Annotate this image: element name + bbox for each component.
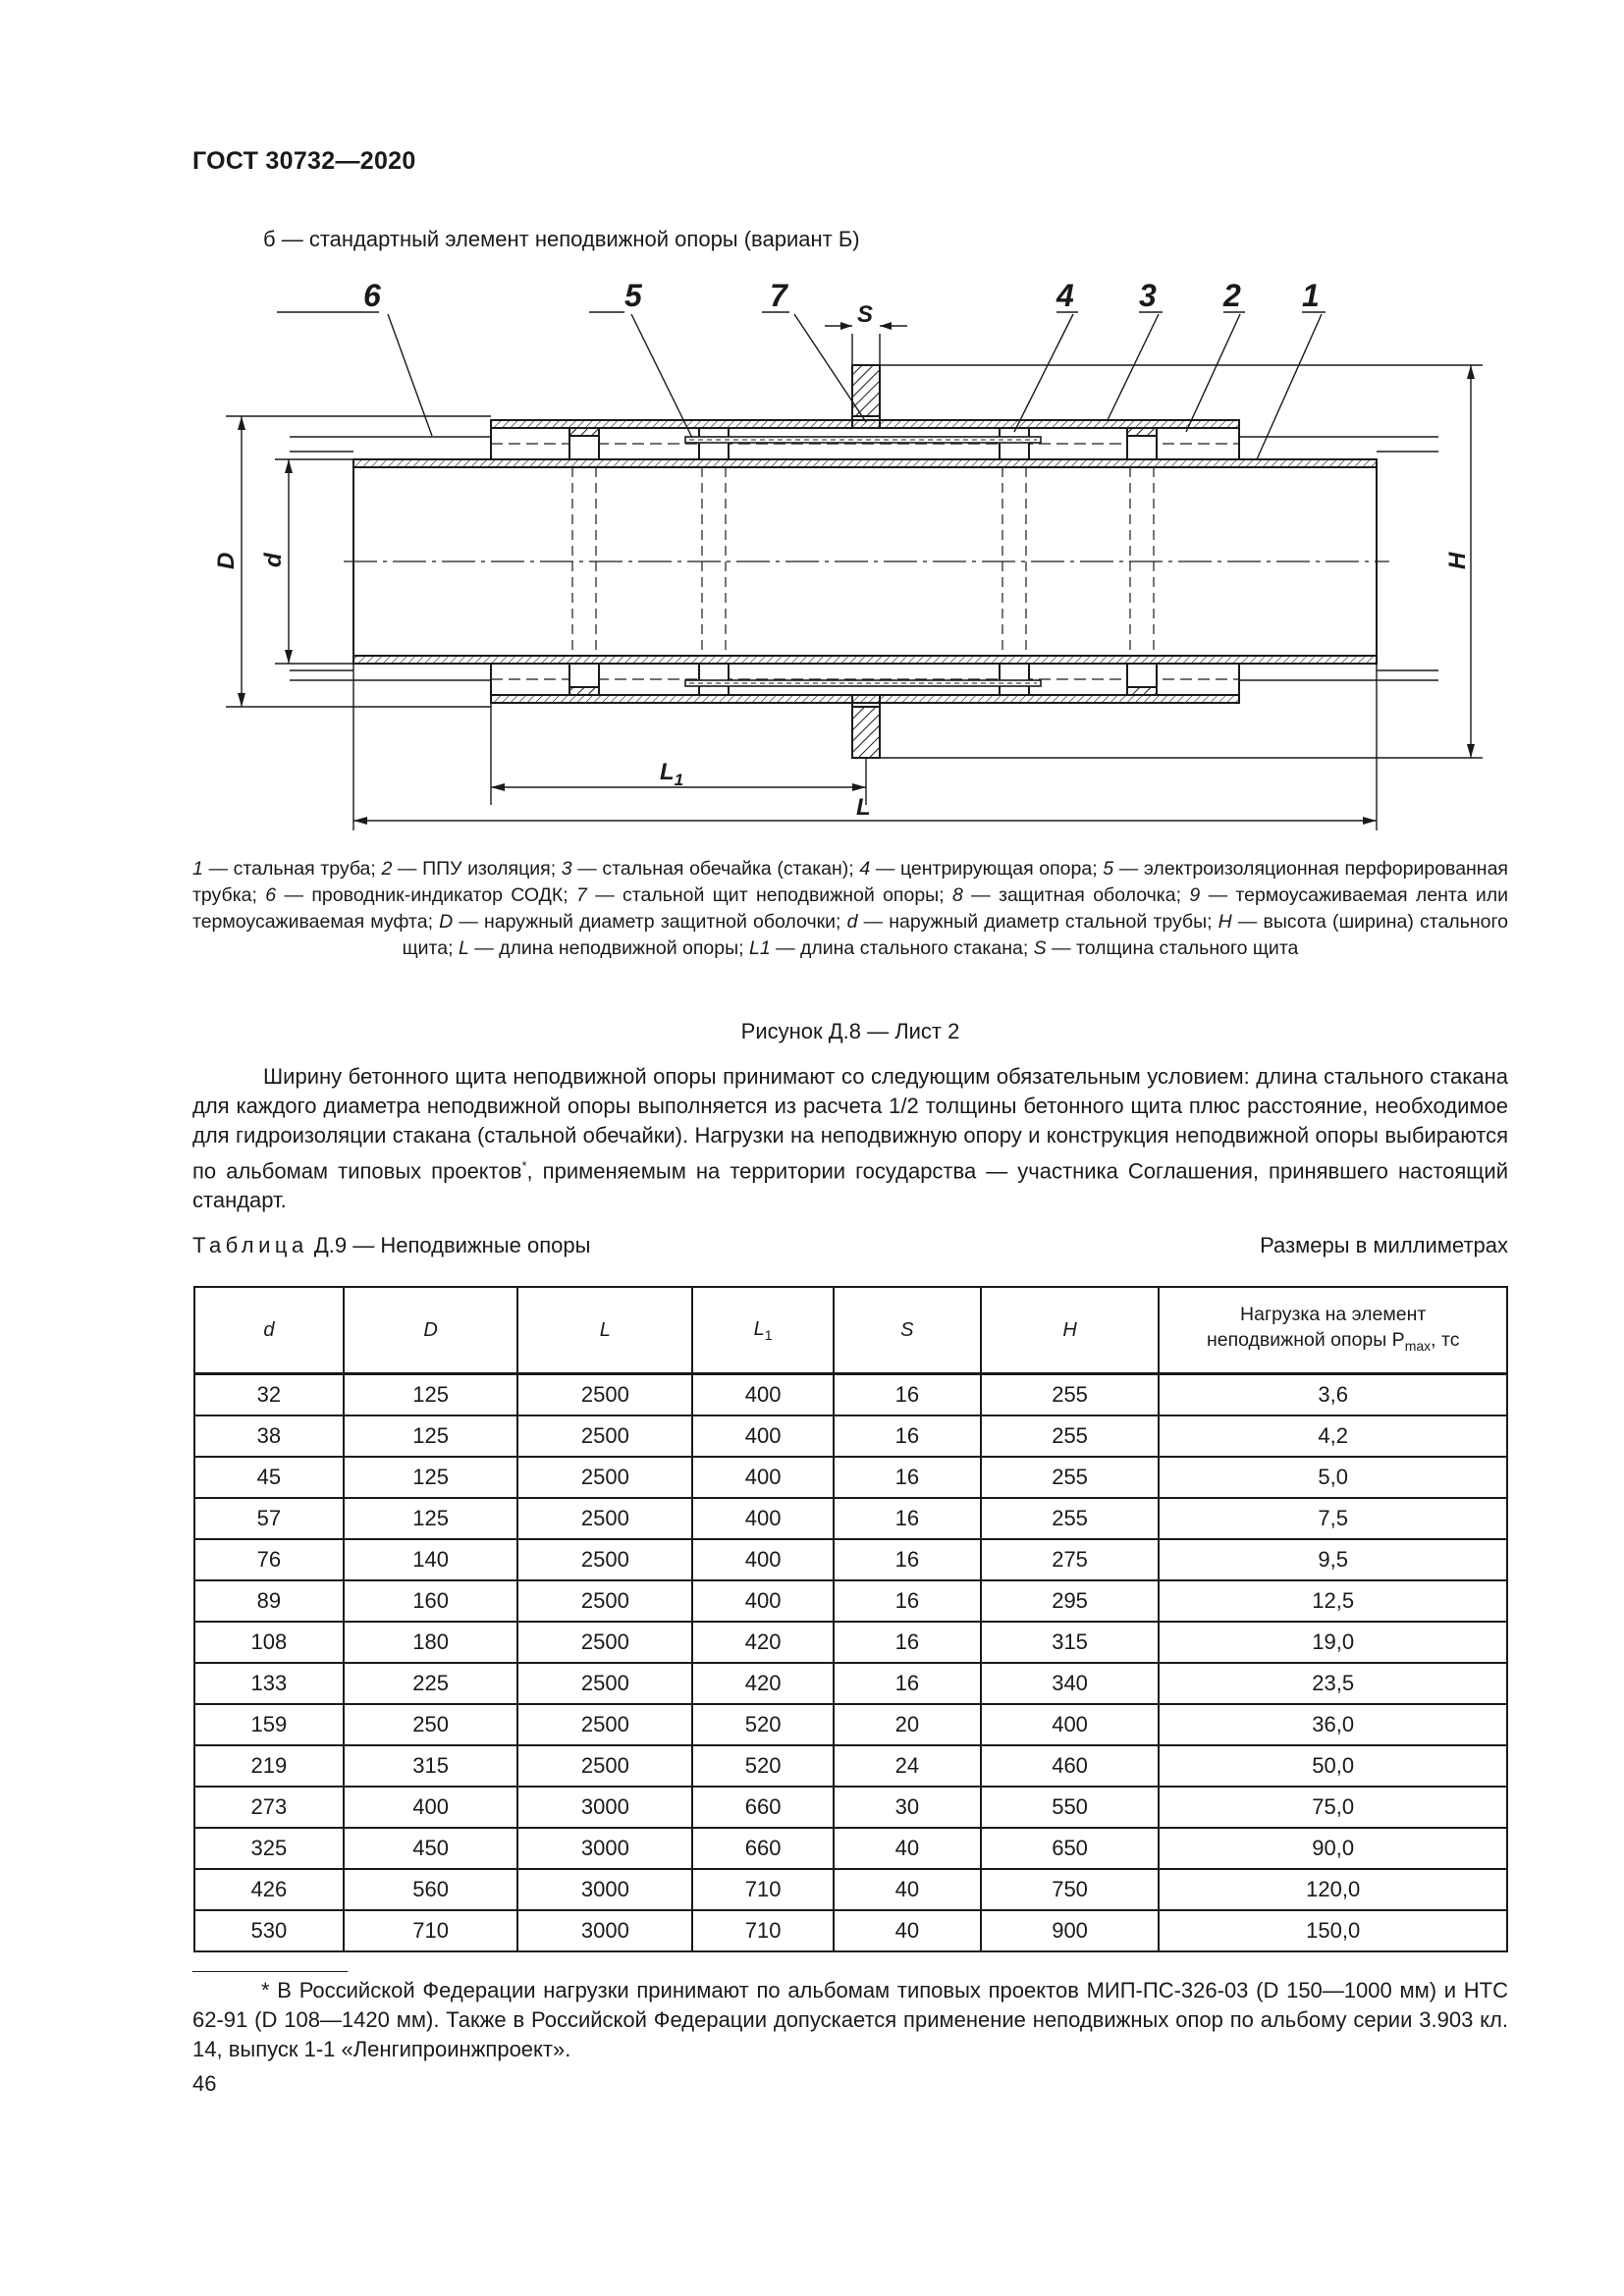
table-cell: 900 bbox=[981, 1910, 1160, 1951]
table-cell: 89 bbox=[194, 1580, 344, 1622]
body-paragraph: Ширину бетонного щита неподвижной опоры принимают со следующим обязательным условием: длина стального стакана для каждого диаметра неподвижной опоры выполняется из расчета 1/2 толщины бетонного щита плюс расстояние, необходимое для гидроизоляции стакана (стальной обечайки). Нагрузки на неподвижную опору и конструкция неподвижной опоры выбираются по альбомам типовых проектов*, применяемым на территории государства — участника Соглашения, принявшего настоящий стандарт. bbox=[192, 1064, 1508, 1213]
legend-item: d — наружный диаметр стальной трубы; bbox=[846, 911, 1218, 933]
legend-item: 9 — термоусаживаемая лента или термоусаживаемая муфта; bbox=[192, 884, 1508, 933]
legend-item: D — наружный диаметр защитной оболочки; bbox=[439, 911, 847, 933]
callout-2: 2 bbox=[1223, 278, 1241, 313]
legend-item: S — толщина стального щита bbox=[1033, 937, 1299, 959]
table-cell: 450 bbox=[344, 1828, 518, 1869]
table-row bbox=[194, 1663, 1507, 1704]
table-cell: 16 bbox=[834, 1457, 981, 1498]
figure-legend bbox=[192, 856, 1508, 962]
table-cell: 30 bbox=[834, 1787, 981, 1828]
header-D: D bbox=[344, 1287, 518, 1374]
table-cell: 400 bbox=[981, 1704, 1160, 1745]
footnote-separator bbox=[192, 1971, 348, 1972]
table-cell: 710 bbox=[692, 1869, 834, 1910]
table-cell: 160 bbox=[344, 1580, 518, 1622]
dim-label-d: d bbox=[260, 553, 287, 567]
footnote-reference[interactable]: * bbox=[521, 1157, 527, 1173]
table-cell: 2500 bbox=[517, 1498, 692, 1539]
table-cell: 219 bbox=[194, 1745, 344, 1787]
legend-item: L — длина неподвижной опоры; bbox=[458, 937, 749, 959]
table-row bbox=[194, 1622, 1507, 1663]
table-cell: 3000 bbox=[517, 1869, 692, 1910]
table-cell: 16 bbox=[834, 1415, 981, 1457]
table-cell: 460 bbox=[981, 1745, 1160, 1787]
table-row bbox=[194, 1745, 1507, 1787]
callout-1: 1 bbox=[1302, 278, 1320, 313]
table-cell: 3000 bbox=[517, 1828, 692, 1869]
legend-item: 1 — стальная труба; bbox=[192, 858, 382, 880]
legend-item: 8 — защитная оболочка; bbox=[951, 884, 1190, 906]
table-cell: 57 bbox=[194, 1498, 344, 1539]
table-cell: 2500 bbox=[517, 1580, 692, 1622]
table-body bbox=[194, 1374, 1507, 1952]
footnote: * В Российской Федерации нагрузки принимают по альбомам типовых проектов МИП-ПС-326-03 (D 150—1000 мм) и НТС 62-91 (D 108—1420 мм). Также в Российской Федерации допускается применение неподвижных опор по альбому серии 3.903 кл. 14, выпуск 1-1 «Ленгипроинжпроект». bbox=[192, 1978, 1508, 2062]
fixed-supports-table bbox=[193, 1286, 1508, 1952]
table-cell: 125 bbox=[344, 1498, 518, 1539]
figure-subtitle: б — стандартный элемент неподвижной опоры (вариант Б) bbox=[263, 227, 860, 251]
table-units: Размеры в миллиметрах bbox=[1260, 1233, 1508, 1257]
dim-label-H: H bbox=[1444, 552, 1471, 569]
table-cell: 255 bbox=[981, 1415, 1160, 1457]
table-cell: 400 bbox=[692, 1415, 834, 1457]
table-cell: 16 bbox=[834, 1374, 981, 1416]
header-L1: $L_1$ bbox=[692, 1287, 834, 1374]
table-cell: 520 bbox=[692, 1704, 834, 1745]
table-cell: 710 bbox=[344, 1910, 518, 1951]
dim-label-D: D bbox=[213, 552, 240, 569]
table-cell: 295 bbox=[981, 1580, 1160, 1622]
table-cell: 125 bbox=[344, 1457, 518, 1498]
table-cell: 660 bbox=[692, 1787, 834, 1828]
table-row bbox=[194, 1498, 1507, 1539]
table-cell: 255 bbox=[981, 1374, 1160, 1416]
table-cell: 275 bbox=[981, 1539, 1160, 1580]
table-cell: 40 bbox=[834, 1828, 981, 1869]
table-cell: 225 bbox=[344, 1663, 518, 1704]
table-cell: 180 bbox=[344, 1622, 518, 1663]
callout-3: 3 bbox=[1139, 278, 1157, 313]
callout-6: 6 bbox=[363, 278, 381, 313]
table-row bbox=[194, 1828, 1507, 1869]
table-cell: 420 bbox=[692, 1663, 834, 1704]
fixed-support-drawing bbox=[196, 275, 1512, 834]
legend-item: 7 — стальной щит неподвижной опоры; bbox=[576, 884, 952, 906]
table-cell: 660 bbox=[692, 1828, 834, 1869]
table-cell: 400 bbox=[344, 1787, 518, 1828]
table-cell: 400 bbox=[692, 1498, 834, 1539]
table-cell: 2500 bbox=[517, 1622, 692, 1663]
table-cell: 76 bbox=[194, 1539, 344, 1580]
table-cell: 650 bbox=[981, 1828, 1160, 1869]
table-row bbox=[194, 1704, 1507, 1745]
table-row bbox=[194, 1869, 1507, 1910]
table-cell: 420 bbox=[692, 1622, 834, 1663]
table-cell: 400 bbox=[692, 1580, 834, 1622]
callout-5: 5 bbox=[624, 278, 642, 313]
table-row bbox=[194, 1457, 1507, 1498]
table-cell: 2500 bbox=[517, 1415, 692, 1457]
table-cell: 426 bbox=[194, 1869, 344, 1910]
page-number: 46 bbox=[192, 2071, 217, 2096]
table-cell: 520 bbox=[692, 1745, 834, 1787]
table-cell: 5,0 bbox=[1159, 1457, 1507, 1498]
table-cell: 140 bbox=[344, 1539, 518, 1580]
table-cell: 24 bbox=[834, 1745, 981, 1787]
table-cell: 45 bbox=[194, 1457, 344, 1498]
table-cell: 16 bbox=[834, 1580, 981, 1622]
table-cell: 315 bbox=[344, 1745, 518, 1787]
dim-label-L1: $L_1$ bbox=[660, 759, 684, 789]
table-cell: 2500 bbox=[517, 1374, 692, 1416]
table-cell: 133 bbox=[194, 1663, 344, 1704]
table-cell: 2500 bbox=[517, 1745, 692, 1787]
table-cell: 530 bbox=[194, 1910, 344, 1951]
table-cell: 2500 bbox=[517, 1457, 692, 1498]
table-cell: 90,0 bbox=[1159, 1828, 1507, 1869]
legend-item: 3 — стальная обечайка (стакан); bbox=[561, 858, 860, 880]
figure-caption: Рисунок Д.8 — Лист 2 bbox=[740, 1019, 960, 1043]
table-cell: 3000 bbox=[517, 1910, 692, 1951]
table-cell: 125 bbox=[344, 1415, 518, 1457]
header-L: L bbox=[517, 1287, 692, 1374]
table-row bbox=[194, 1787, 1507, 1828]
dim-label-L: L bbox=[856, 794, 871, 821]
table-cell: 3,6 bbox=[1159, 1374, 1507, 1416]
table-cell: 125 bbox=[344, 1374, 518, 1416]
legend-item: L1 — длина стального стакана; bbox=[748, 937, 1034, 959]
header-S: S bbox=[834, 1287, 981, 1374]
table-cell: 550 bbox=[981, 1787, 1160, 1828]
table-row bbox=[194, 1910, 1507, 1951]
table-cell: 16 bbox=[834, 1663, 981, 1704]
table-cell: 255 bbox=[981, 1498, 1160, 1539]
table-row bbox=[194, 1374, 1507, 1416]
table-cell: 2500 bbox=[517, 1539, 692, 1580]
table-cell: 273 bbox=[194, 1787, 344, 1828]
table-caption: Таблица Д.9 — Неподвижные опоры bbox=[192, 1233, 591, 1257]
table-cell: 340 bbox=[981, 1663, 1160, 1704]
header-d: d bbox=[194, 1287, 344, 1374]
legend-item: 4 — центрирующая опора; bbox=[859, 858, 1104, 880]
table-cell: 38 bbox=[194, 1415, 344, 1457]
table-cell: 20 bbox=[834, 1704, 981, 1745]
table-cell: 400 bbox=[692, 1457, 834, 1498]
table-cell: 250 bbox=[344, 1704, 518, 1745]
callout-7: 7 bbox=[770, 278, 787, 313]
table-cell: 75,0 bbox=[1159, 1787, 1507, 1828]
table-cell: 710 bbox=[692, 1910, 834, 1951]
legend-item: 5 — электроизоляционная перфорированная трубка; bbox=[192, 858, 1508, 906]
table-row bbox=[194, 1415, 1507, 1457]
table-cell: 108 bbox=[194, 1622, 344, 1663]
table-cell: 255 bbox=[981, 1457, 1160, 1498]
legend-item: 2 — ППУ изоляция; bbox=[381, 858, 562, 880]
table-cell: 400 bbox=[692, 1539, 834, 1580]
table-cell: 120,0 bbox=[1159, 1869, 1507, 1910]
table-row bbox=[194, 1580, 1507, 1622]
document-code: ГОСТ 30732—2020 bbox=[192, 147, 416, 175]
table-cell: 9,5 bbox=[1159, 1539, 1507, 1580]
table-cell: 40 bbox=[834, 1869, 981, 1910]
table-cell: 16 bbox=[834, 1498, 981, 1539]
table-cell: 4,2 bbox=[1159, 1415, 1507, 1457]
table-cell: 32 bbox=[194, 1374, 344, 1416]
legend-item: 6 — проводник-индикатор СОДК; bbox=[265, 884, 576, 906]
table-cell: 12,5 bbox=[1159, 1580, 1507, 1622]
table-cell: 7,5 bbox=[1159, 1498, 1507, 1539]
table-cell: 50,0 bbox=[1159, 1745, 1507, 1787]
table-row bbox=[194, 1539, 1507, 1580]
table-cell: 150,0 bbox=[1159, 1910, 1507, 1951]
table-cell: 159 bbox=[194, 1704, 344, 1745]
table-cell: 19,0 bbox=[1159, 1622, 1507, 1663]
dim-label-s: S bbox=[857, 301, 874, 328]
table-cell: 2500 bbox=[517, 1663, 692, 1704]
table-cell: 40 bbox=[834, 1910, 981, 1951]
table-cell: 750 bbox=[981, 1869, 1160, 1910]
callout-4: 4 bbox=[1056, 278, 1074, 313]
table-cell: 36,0 bbox=[1159, 1704, 1507, 1745]
table-header-row bbox=[194, 1287, 1507, 1374]
header-H: H bbox=[981, 1287, 1160, 1374]
table-cell: 2500 bbox=[517, 1704, 692, 1745]
table-cell: 400 bbox=[692, 1374, 834, 1416]
table-cell: 315 bbox=[981, 1622, 1160, 1663]
table-cell: 23,5 bbox=[1159, 1663, 1507, 1704]
legend-item: H — высота (ширина) стального щита; bbox=[402, 911, 1508, 959]
table-cell: 16 bbox=[834, 1539, 981, 1580]
table-cell: 560 bbox=[344, 1869, 518, 1910]
table-cell: 325 bbox=[194, 1828, 344, 1869]
table-cell: 16 bbox=[834, 1622, 981, 1663]
table-cell: 3000 bbox=[517, 1787, 692, 1828]
header-load: Нагрузка на элемент неподвижной опоры $P_{max}$, тс bbox=[1159, 1287, 1507, 1374]
